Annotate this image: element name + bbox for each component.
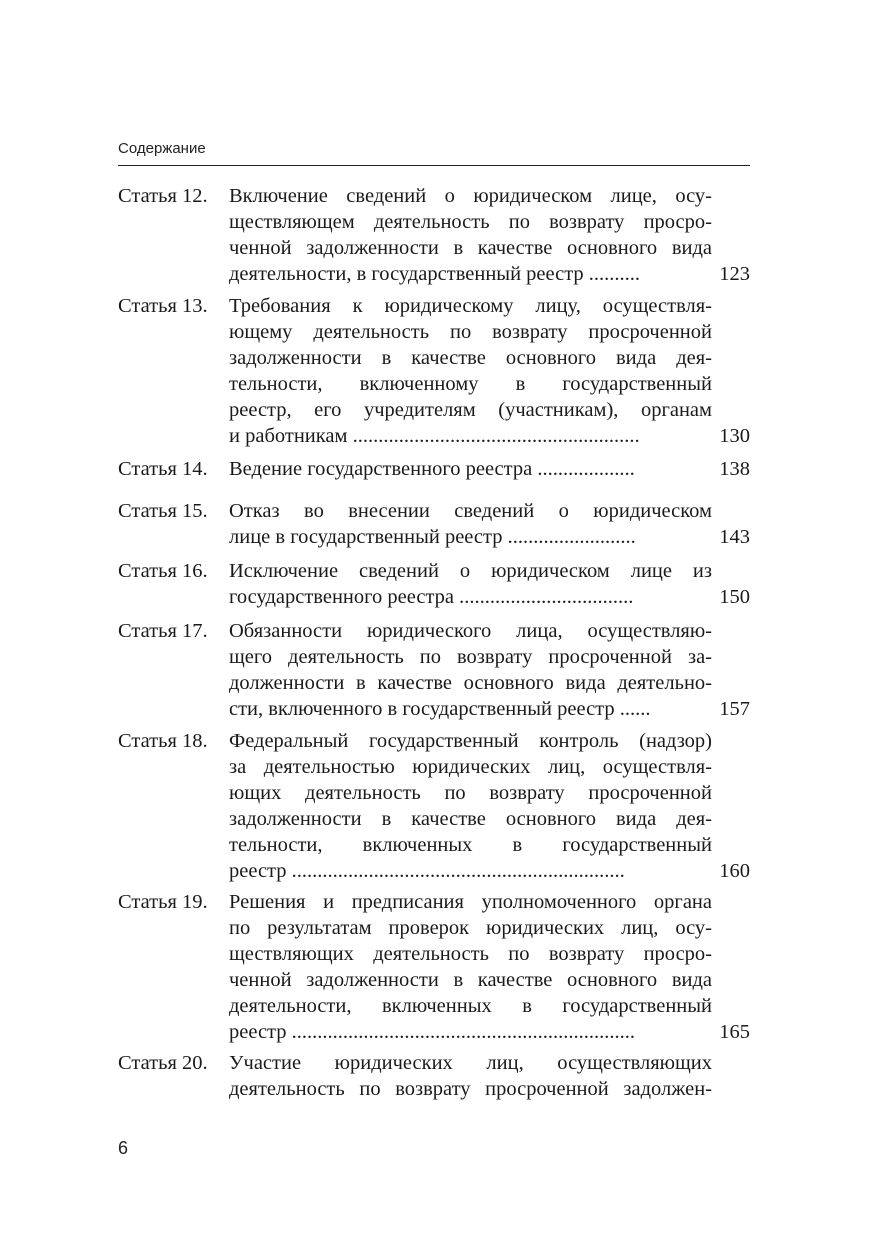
- toc-entry: [118, 293, 750, 449]
- toc-entry-line: сти, включенного в государственный реестр ......: [229, 698, 651, 720]
- toc-entry-label: Статья 12.: [118, 185, 208, 207]
- toc-entry-line: Решения и предписания уполномоченного органа: [229, 891, 712, 913]
- toc-entry-line: реестр, его учредителям (участникам), органам: [229, 399, 712, 421]
- toc-entry-line: деятельности, в государственный реестр ..........: [229, 263, 641, 285]
- toc-entry-line: Участие юридических лиц, осуществляющих: [229, 1052, 712, 1074]
- toc-entry: [118, 183, 750, 287]
- toc-entry-page: 157: [719, 698, 750, 720]
- toc-entry-line: ществляющем деятельность по возврату просро-: [229, 211, 712, 233]
- toc-entry-line: за деятельностью юридических лиц, осуществля-: [229, 756, 712, 778]
- toc-entry-page: 130: [719, 425, 750, 447]
- toc-entry-line: государственного реестра ..................................: [229, 586, 634, 608]
- toc-entry-line: задолженности в качестве основного вида дея-: [229, 808, 712, 830]
- toc-entry-line: Ведение государственного реестра ...................: [229, 458, 635, 480]
- toc-entry-line: Обязанности юридического лица, осуществляю-: [229, 620, 712, 642]
- toc-entry-page: 143: [719, 526, 750, 548]
- toc-entry: [118, 498, 750, 550]
- toc-entry-label: Статья 14.: [118, 458, 208, 480]
- toc-entry-page: 150: [719, 586, 750, 608]
- toc-entry-line: ющих деятельность по возврату просроченной: [229, 782, 712, 804]
- toc-entry-label: Статья 20.: [118, 1052, 208, 1074]
- running-head: Содержание: [118, 140, 206, 157]
- toc-entry-label: Статья 16.: [118, 560, 208, 582]
- toc-entry-line: ченной задолженности в качестве основного вида: [229, 969, 712, 991]
- toc-entry-line: реестр ...................................................................: [229, 1021, 636, 1043]
- toc-entry: [118, 728, 750, 884]
- toc-entry-line: Федеральный государственный контроль (надзор): [229, 730, 712, 752]
- toc-entry-label: Статья 18.: [118, 730, 208, 752]
- toc-entry-page: 165: [719, 1021, 750, 1043]
- toc-entry-label: Статья 13.: [118, 295, 208, 317]
- toc-entry: [118, 456, 750, 482]
- toc-entry-line: тельности, включенному в государственный: [229, 373, 712, 395]
- toc-entry-line: лице в государственный реестр .........................: [229, 526, 636, 548]
- toc-entry-line: ществляющих деятельность по возврату просро-: [229, 943, 712, 965]
- page-number: 6: [118, 1138, 129, 1158]
- toc-entry-label: Статья 15.: [118, 500, 208, 522]
- toc-entry-line: ченной задолженности в качестве основного вида: [229, 237, 712, 259]
- header-rule: [118, 165, 750, 166]
- toc-entry-line: Исключение сведений о юридическом лице из: [229, 560, 712, 582]
- toc-entry-page: 160: [719, 860, 750, 882]
- toc-entry: [118, 889, 750, 1045]
- toc-entry-line: долженности в качестве основного вида деятельно-: [229, 672, 712, 694]
- toc-entry-line: задолженности в качестве основного вида дея-: [229, 347, 712, 369]
- toc-entry-line: реестр .................................................................: [229, 860, 625, 882]
- toc-entry-line: ющему деятельность по возврату просроченной: [229, 321, 712, 343]
- toc-entry-page: 138: [719, 458, 750, 480]
- toc-entry: [118, 558, 750, 610]
- toc-entry-line: тельности, включенных в государственный: [229, 834, 712, 856]
- toc-entry-label: Статья 17.: [118, 620, 208, 642]
- toc-entry-line: Включение сведений о юридическом лице, осу-: [229, 185, 712, 207]
- toc-entry: [118, 618, 750, 722]
- toc-entry-line: щего деятельность по возврату просроченной за-: [229, 646, 712, 668]
- toc-entry-line: по результатам проверок юридических лиц, осу-: [229, 917, 712, 939]
- toc-entry-line: деятельность по возврату просроченной задолжен-: [229, 1078, 712, 1100]
- toc-entry-line: Требования к юридическому лицу, осуществля-: [229, 295, 712, 317]
- toc-entry-line: Отказ во внесении сведений о юридическом: [229, 500, 712, 522]
- toc-entry: [118, 1050, 750, 1102]
- toc-entry-label: Статья 19.: [118, 891, 208, 913]
- toc-entry-line: и работникам ........................................................: [229, 425, 640, 447]
- toc-entry-line: деятельности, включенных в государственный: [229, 995, 712, 1017]
- toc-entry-page: 123: [719, 263, 750, 285]
